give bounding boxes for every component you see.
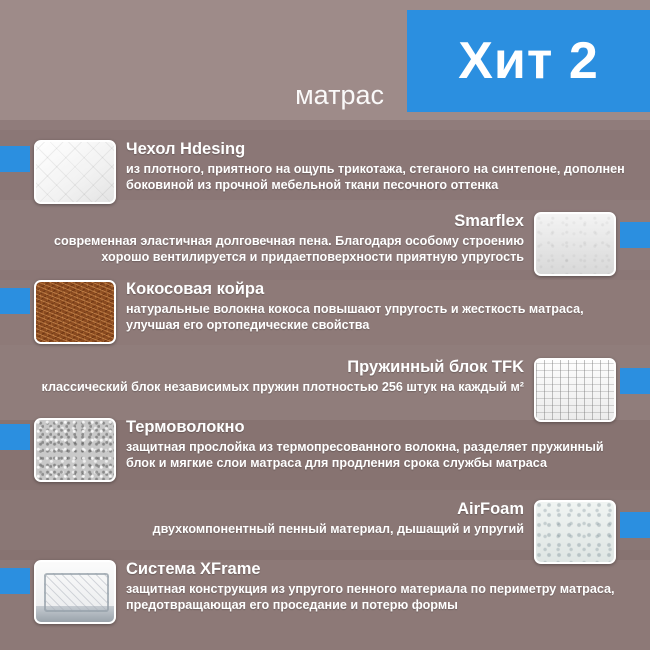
- xframe-thumbnail: [34, 560, 116, 624]
- feature-row-coir: [0, 280, 650, 344]
- feature-description-thermofiber: защитная прослойка из термопресованного волокна, разделяет пружинный блок и мягкие слои матраса для продления срока службы матраса: [126, 439, 604, 471]
- quilted-cover-thumbnail: [34, 140, 116, 204]
- feature-text-cover: [116, 140, 636, 193]
- feature-title-tfk: Пружинный блок TFK: [347, 358, 524, 376]
- feature-description-tfk: классический блок независимых пружин плотностью 256 штук на каждый м²: [41, 379, 524, 394]
- thermo-fiber-thumbnail: [34, 418, 116, 482]
- feature-text-thermofiber: [116, 418, 636, 471]
- feature-title-cover: Чехол Hdesing: [126, 140, 246, 158]
- feature-description-smarflex: современная эластичная долговечная пена. Благодаря особому строению хорошо вентилируется и придаетповерхности приятную упругость: [54, 233, 524, 265]
- feature-title-thermofiber: Термоволокно: [126, 418, 245, 436]
- feature-description-airfoam: двухкомпонентный пенный материал, дышащий и упругий: [152, 521, 524, 536]
- foam-layer-thumbnail: [534, 212, 616, 276]
- feature-row-airfoam: [0, 500, 650, 564]
- page-subtitle: матрас: [295, 80, 384, 110]
- page-title: Хит 2: [458, 32, 599, 90]
- bottom-strip: [0, 628, 650, 650]
- feature-row-tfk: [0, 358, 650, 422]
- feature-title-coir: Кокосовая койра: [126, 280, 265, 298]
- feature-row-smarflex: [0, 212, 650, 276]
- airfoam-thumbnail: [534, 500, 616, 564]
- feature-description-coir: натуральные волокна кокоса повышают упругость и жесткость матраса, улучшая его ортопедические свойства: [126, 301, 584, 333]
- feature-title-smarflex: Smarflex: [454, 212, 524, 230]
- feature-description-cover: из плотного, приятного на ощупь трикотажа, стеганого на синтепоне, дополнен боковиной из прочной мебельной ткани песочного оттенка: [126, 161, 625, 193]
- feature-row-xframe: [0, 560, 650, 624]
- feature-text-airfoam: [14, 500, 534, 537]
- feature-text-smarflex: [14, 212, 534, 265]
- feature-text-coir: [116, 280, 636, 333]
- feature-row-thermofiber: [0, 418, 650, 482]
- feature-text-xframe: [116, 560, 636, 613]
- spring-block-thumbnail: [534, 358, 616, 422]
- feature-text-tfk: [14, 358, 534, 395]
- feature-description-xframe: защитная конструкция из упругого пенного материала по периметру матраса, предотвращающая его проседание и потерю формы: [126, 581, 615, 613]
- feature-title-airfoam: AirFoam: [457, 500, 524, 518]
- feature-row-cover: [0, 140, 650, 204]
- feature-title-xframe: Система XFrame: [126, 560, 261, 578]
- coconut-coir-thumbnail: [34, 280, 116, 344]
